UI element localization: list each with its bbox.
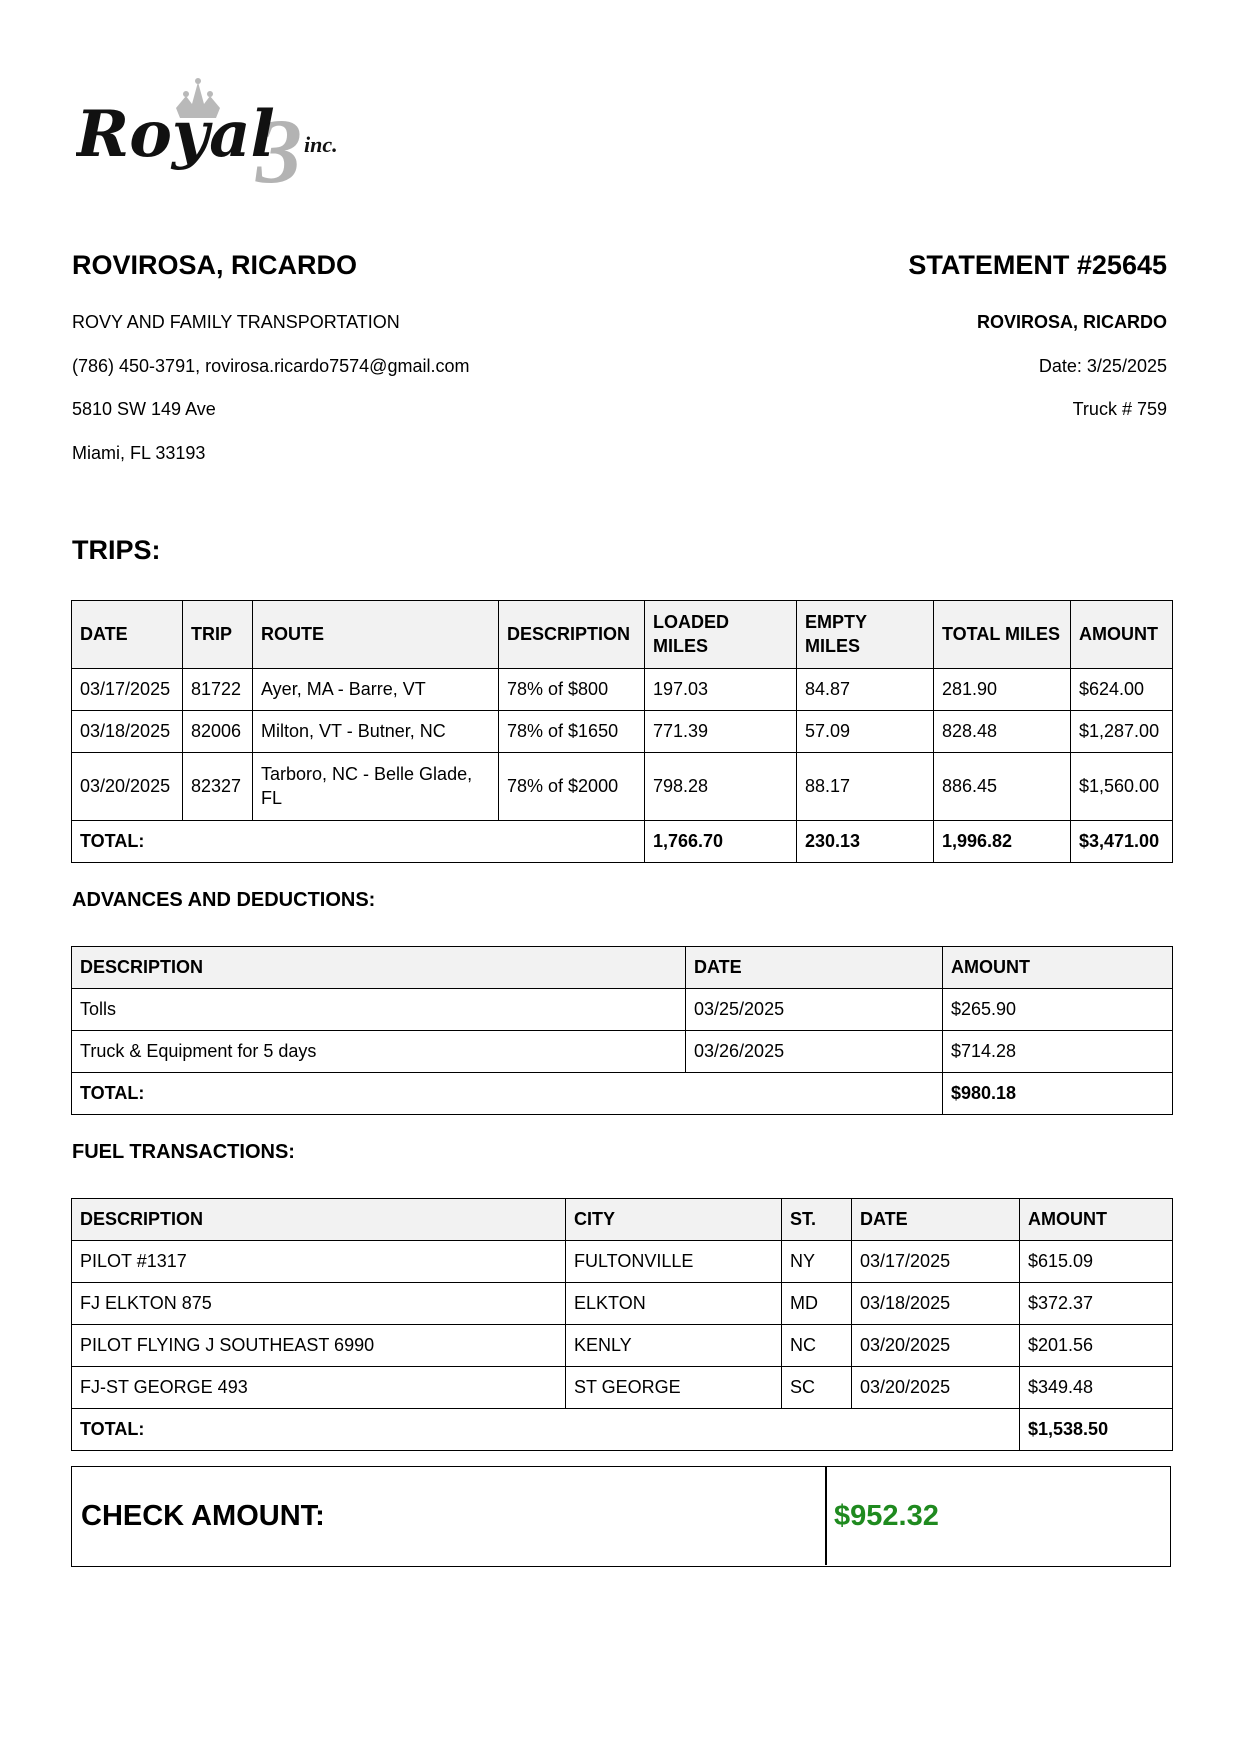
trip-empty-miles: 57.09	[797, 711, 934, 753]
col-header-date: DATE	[72, 601, 183, 669]
col-header-city: CITY	[566, 1199, 782, 1241]
fuel-table	[71, 1198, 1173, 1451]
table-row	[72, 1241, 1173, 1283]
advance-date: 03/26/2025	[686, 1031, 943, 1073]
col-header-description: DESCRIPTION	[72, 947, 686, 989]
col-header-description: DESCRIPTION	[72, 1199, 566, 1241]
advances-total-row	[72, 1073, 1173, 1115]
fuel-date: 03/18/2025	[852, 1283, 1020, 1325]
check-amount-box	[71, 1466, 1171, 1567]
trip-loaded-miles: 771.39	[645, 711, 797, 753]
table-row	[72, 711, 1173, 753]
fuel-amount: $372.37	[1020, 1283, 1173, 1325]
col-header-trip: TRIP	[183, 601, 253, 669]
table-row	[72, 1283, 1173, 1325]
statement-title: STATEMENT #25645	[908, 250, 1167, 280]
fuel-total-row	[72, 1409, 1173, 1451]
logo-wordmark: Royal	[76, 97, 275, 172]
logo-suffix: inc.	[304, 132, 338, 157]
table-row	[72, 1367, 1173, 1409]
col-header-description: DESCRIPTION	[499, 601, 645, 669]
advances-total-amount: $980.18	[943, 1073, 1173, 1115]
trip-description: 78% of $800	[499, 669, 645, 711]
col-header-empty-miles: EMPTY MILES	[797, 601, 934, 669]
fuel-description: FJ-ST GEORGE 493	[72, 1367, 566, 1409]
trip-empty-miles: 88.17	[797, 753, 934, 821]
table-row	[72, 1031, 1173, 1073]
check-amount-value: $952.32	[834, 1500, 939, 1532]
trip-route: Tarboro, NC - Belle Glade, FL	[253, 753, 499, 821]
check-amount-divider	[825, 1467, 827, 1565]
trips-total-miles: 1,996.82	[934, 821, 1071, 863]
fuel-header-row	[72, 1199, 1173, 1241]
trip-number: 81722	[183, 669, 253, 711]
trip-total-miles: 886.45	[934, 753, 1071, 821]
fuel-state: NY	[782, 1241, 852, 1283]
fuel-heading: FUEL TRANSACTIONS:	[72, 1141, 295, 1163]
trip-loaded-miles: 197.03	[645, 669, 797, 711]
trip-description: 78% of $1650	[499, 711, 645, 753]
trip-amount: $624.00	[1071, 669, 1173, 711]
check-amount-label: CHECK AMOUNT:	[81, 1500, 325, 1532]
trip-total-miles: 828.48	[934, 711, 1071, 753]
table-row	[72, 989, 1173, 1031]
table-row	[72, 753, 1173, 821]
fuel-state: NC	[782, 1325, 852, 1367]
trip-date: 03/18/2025	[72, 711, 183, 753]
fuel-city: KENLY	[566, 1325, 782, 1367]
advances-table	[71, 946, 1173, 1115]
fuel-amount: $201.56	[1020, 1325, 1173, 1367]
driver-contact: (786) 450-3791, rovirosa.ricardo7574@gmail.com	[72, 356, 470, 376]
trip-description: 78% of $2000	[499, 753, 645, 821]
logo-numeral: 3	[256, 100, 302, 190]
fuel-description: PILOT FLYING J SOUTHEAST 6990	[72, 1325, 566, 1367]
fuel-date: 03/20/2025	[852, 1325, 1020, 1367]
fuel-amount: $615.09	[1020, 1241, 1173, 1283]
col-header-amount: AMOUNT	[1020, 1199, 1173, 1241]
trip-number: 82006	[183, 711, 253, 753]
trip-route: Ayer, MA - Barre, VT	[253, 669, 499, 711]
advance-description: Truck & Equipment for 5 days	[72, 1031, 686, 1073]
fuel-description: PILOT #1317	[72, 1241, 566, 1283]
fuel-city: ELKTON	[566, 1283, 782, 1325]
col-header-amount: AMOUNT	[1071, 601, 1173, 669]
fuel-amount: $349.48	[1020, 1367, 1173, 1409]
driver-company: ROVY AND FAMILY TRANSPORTATION	[72, 312, 400, 332]
statement-driver-name: ROVIROSA, RICARDO	[976, 312, 1167, 332]
table-row	[72, 669, 1173, 711]
trip-amount: $1,287.00	[1071, 711, 1173, 753]
trip-empty-miles: 84.87	[797, 669, 934, 711]
fuel-total-label: TOTAL:	[72, 1409, 1020, 1451]
trips-table	[71, 600, 1173, 863]
advances-header-row	[72, 947, 1173, 989]
fuel-state: SC	[782, 1367, 852, 1409]
trips-header-row	[72, 601, 1173, 669]
fuel-date: 03/20/2025	[852, 1367, 1020, 1409]
advance-amount: $714.28	[943, 1031, 1173, 1073]
advances-heading: ADVANCES AND DEDUCTIONS:	[72, 889, 376, 911]
trip-date: 03/17/2025	[72, 669, 183, 711]
statement-date: Date: 3/25/2025	[1038, 356, 1167, 376]
trips-total-label: TOTAL:	[72, 821, 645, 863]
trips-total-row	[72, 821, 1173, 863]
trip-loaded-miles: 798.28	[645, 753, 797, 821]
company-logo	[76, 78, 386, 190]
col-header-date: DATE	[686, 947, 943, 989]
fuel-total-amount: $1,538.50	[1020, 1409, 1173, 1451]
col-header-total-miles: TOTAL MILES	[934, 601, 1071, 669]
trip-route: Milton, VT - Butner, NC	[253, 711, 499, 753]
trip-amount: $1,560.00	[1071, 753, 1173, 821]
col-header-amount: AMOUNT	[943, 947, 1173, 989]
trip-number: 82327	[183, 753, 253, 821]
advance-amount: $265.90	[943, 989, 1173, 1031]
col-header-state: ST.	[782, 1199, 852, 1241]
fuel-description: FJ ELKTON 875	[72, 1283, 566, 1325]
col-header-date: DATE	[852, 1199, 1020, 1241]
driver-address-line2: Miami, FL 33193	[72, 443, 206, 463]
fuel-state: MD	[782, 1283, 852, 1325]
col-header-route: ROUTE	[253, 601, 499, 669]
fuel-city: FULTONVILLE	[566, 1241, 782, 1283]
trips-total-loaded: 1,766.70	[645, 821, 797, 863]
trips-heading: TRIPS:	[72, 535, 161, 565]
statement-truck: Truck # 759	[1072, 399, 1167, 419]
driver-address-line1: 5810 SW 149 Ave	[72, 399, 216, 419]
royal3-logo-graphic	[76, 78, 386, 190]
trip-date: 03/20/2025	[72, 753, 183, 821]
advance-date: 03/25/2025	[686, 989, 943, 1031]
advances-total-label: TOTAL:	[72, 1073, 943, 1115]
fuel-date: 03/17/2025	[852, 1241, 1020, 1283]
trip-total-miles: 281.90	[934, 669, 1071, 711]
trips-total-amount: $3,471.00	[1071, 821, 1173, 863]
advance-description: Tolls	[72, 989, 686, 1031]
driver-name-title: ROVIROSA, RICARDO	[72, 250, 358, 280]
table-row	[72, 1325, 1173, 1367]
col-header-loaded-miles: LOADED MILES	[645, 601, 797, 669]
fuel-city: ST GEORGE	[566, 1367, 782, 1409]
trips-total-empty: 230.13	[797, 821, 934, 863]
